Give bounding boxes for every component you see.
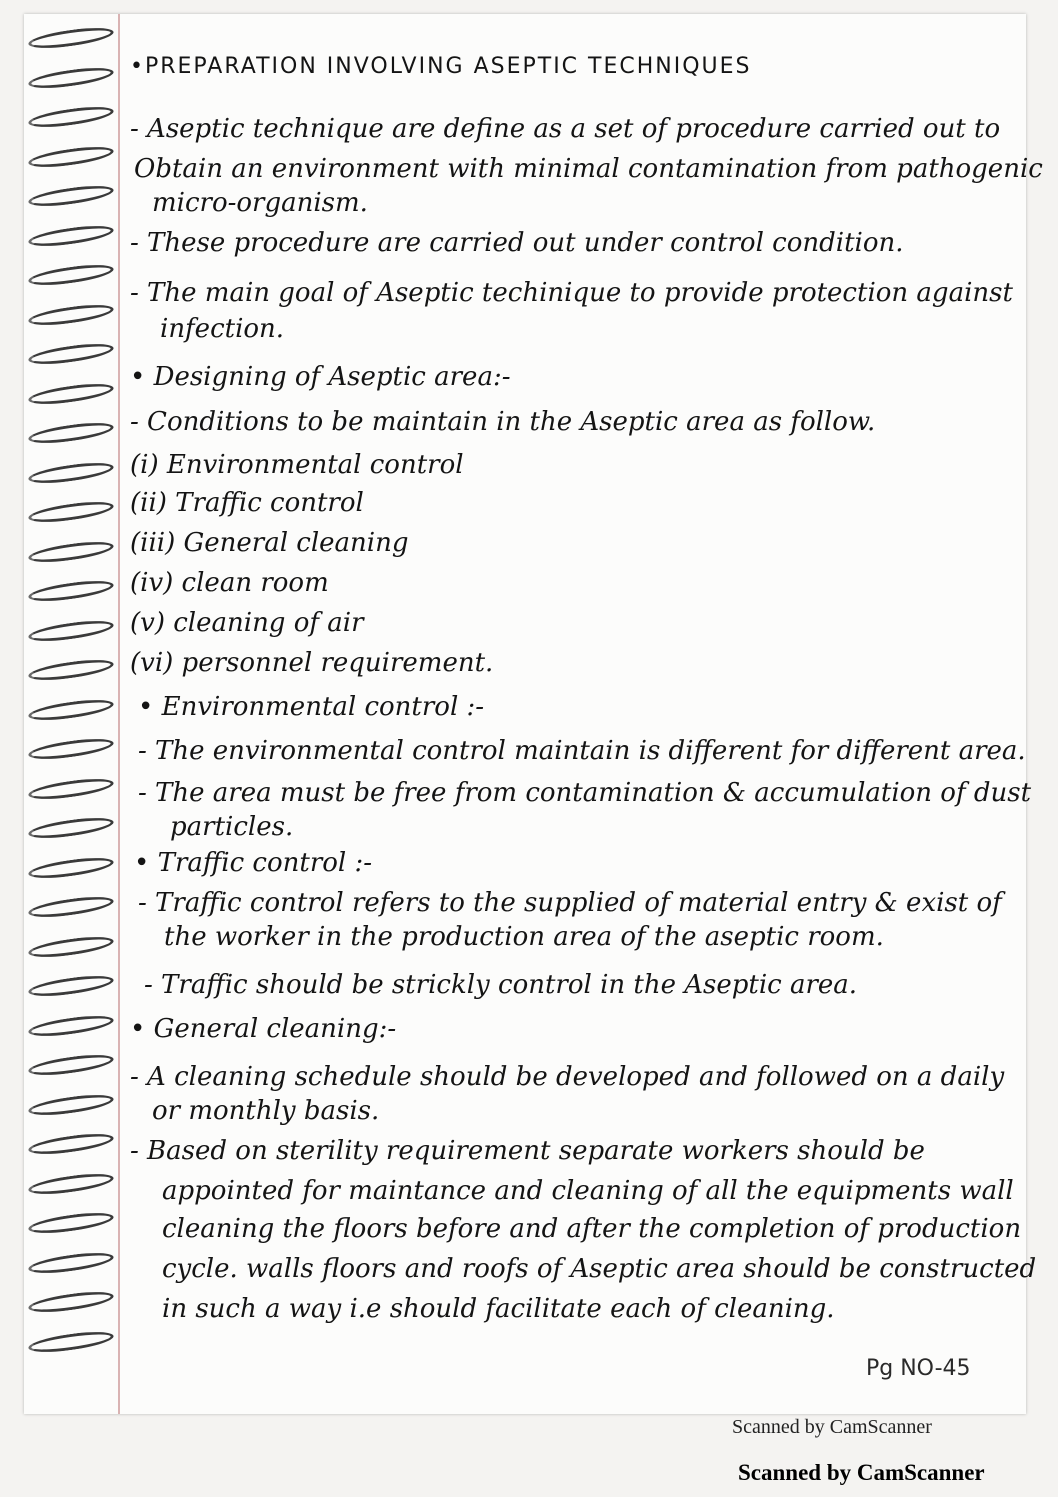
spiral-coil (27, 972, 114, 1000)
note-line: - Traffic should be strickly control in the Aseptic area. (144, 970, 858, 1000)
spiral-coil (27, 380, 114, 408)
spiral-coil (27, 182, 114, 210)
list-item: (i) Environmental control (130, 450, 464, 480)
spiral-coil (27, 893, 114, 921)
spiral-coil (27, 1328, 114, 1356)
spiral-coil (27, 1051, 114, 1079)
spiral-coil (27, 933, 114, 961)
spiral-coil (27, 1091, 114, 1119)
spiral-coil (27, 1130, 114, 1158)
note-line: infection. (160, 314, 285, 344)
spiral-coil (27, 301, 114, 329)
section-heading: • Designing of Aseptic area:- (130, 362, 511, 392)
spiral-coil (27, 617, 114, 645)
list-item: (iv) clean room (130, 568, 329, 598)
list-item: (ii) Traffic control (130, 488, 364, 518)
page-number: Pg NO-45 (866, 1356, 971, 1381)
spiral-coil (27, 64, 114, 92)
note-line: - Traffic control refers to the supplied of material entry & exist of (138, 888, 1002, 918)
spiral-coil (27, 1170, 114, 1198)
note-line: or monthly basis. (152, 1096, 380, 1126)
notes-title: •PREPARATION INVOLVING ASEPTIC TECHNIQUES (130, 54, 752, 79)
spiral-coil (27, 735, 114, 763)
note-line: - Aseptic technique are define as a set of procedure carried out to (130, 114, 1001, 144)
note-line: cycle. walls floors and roofs of Aseptic area should be constructed (162, 1254, 1037, 1284)
list-item: (iii) General cleaning (130, 528, 409, 558)
note-line: - Based on sterility requirement separate workers should be (130, 1136, 925, 1166)
note-line: - The area must be free from contamination & accumulation of dust (138, 778, 1032, 808)
spiral-coil (27, 814, 114, 842)
note-line: the worker in the production area of the aseptic room. (164, 922, 884, 952)
spiral-coil (27, 696, 114, 724)
note-line: Obtain an environment with minimal contamination from pathogenic (134, 154, 1043, 184)
spiral-coil (27, 1288, 114, 1316)
note-line: cleaning the floors before and after the completion of production (162, 1214, 1022, 1244)
spiral-coil (27, 143, 114, 171)
spiral-coil (27, 459, 114, 487)
note-line: - The environmental control maintain is different for different area. (138, 736, 1026, 766)
spiral-coil (27, 419, 114, 447)
spiral-coil (27, 103, 114, 131)
section-heading: • General cleaning:- (130, 1014, 397, 1044)
note-line: - Conditions to be maintain in the Aseptic area as follow. (130, 407, 876, 437)
spiral-coil (27, 775, 114, 803)
spiral-coil (27, 1209, 114, 1237)
section-heading: • Traffic control :- (134, 848, 373, 878)
spiral-coil (27, 577, 114, 605)
note-line: appointed for maintance and cleaning of all the equipments wall (162, 1176, 1014, 1206)
spiral-coil (27, 340, 114, 368)
spiral-coil (27, 261, 114, 289)
spiral-coil (27, 854, 114, 882)
scanner-watermark: Scanned by CamScanner (732, 1416, 932, 1438)
note-line: - These procedure are carried out under control condition. (130, 228, 904, 258)
spiral-coil (27, 1249, 114, 1277)
section-heading: • Environmental control :- (138, 692, 485, 722)
note-line: micro-organism. (152, 188, 368, 218)
list-item: (v) cleaning of air (130, 608, 364, 638)
spiral-coil (27, 498, 114, 526)
spiral-coil (27, 656, 114, 684)
scanner-watermark-bold: Scanned by CamScanner (738, 1460, 985, 1485)
note-line: in such a way i.e should facilitate each of cleaning. (162, 1294, 835, 1324)
spiral-coil (27, 1012, 114, 1040)
list-item: (vi) personnel requirement. (130, 648, 494, 678)
note-line: - A cleaning schedule should be developed and followed on a daily (130, 1062, 1005, 1092)
note-line: - The main goal of Aseptic techinique to provide protection against (130, 278, 1013, 308)
spiral-coil (27, 222, 114, 250)
spiral-coil (27, 538, 114, 566)
note-line: particles. (170, 812, 294, 842)
